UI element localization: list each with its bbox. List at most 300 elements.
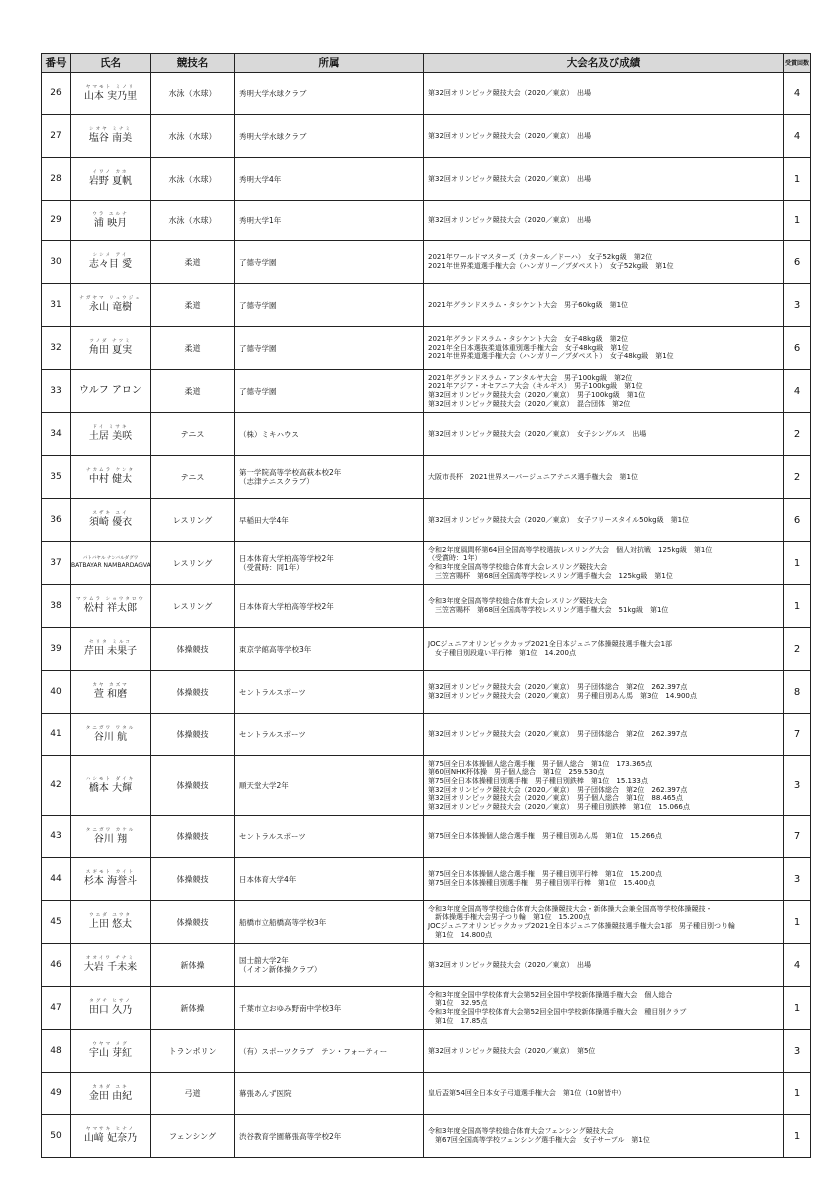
athlete-name-cell bbox=[71, 1115, 151, 1158]
affiliation-cell bbox=[235, 858, 424, 901]
athlete-name-kana: ツノダ ナツミ bbox=[89, 339, 132, 344]
result-line: 第60回NHK杯体操 男子個人総合 第1位 259.530点 bbox=[428, 768, 605, 777]
result-line: 第32回オリンピック競技大会（2020／東京） 出場 bbox=[428, 960, 591, 969]
sport-name: 体操競技 bbox=[151, 714, 235, 756]
athlete-name-cell bbox=[71, 628, 151, 671]
affiliation-cell bbox=[235, 370, 424, 413]
result-line: 2021年グランドスラム・タシケント大会 女子48kg級 第2位 bbox=[428, 335, 629, 344]
result-line: 第32回オリンピック競技大会（2020／東京） 出場 bbox=[428, 174, 591, 183]
affiliation-cell bbox=[235, 201, 424, 241]
results-cell bbox=[424, 714, 784, 756]
header-org: 所属 bbox=[235, 54, 424, 73]
table-body bbox=[42, 73, 811, 1158]
athlete-name: 谷川 航 bbox=[93, 731, 128, 743]
affiliation-cell bbox=[235, 756, 424, 816]
affiliation-line: 了德寺学園 bbox=[239, 386, 277, 396]
award-count: 1 bbox=[784, 901, 811, 944]
affiliation-line: セントラルスポーツ bbox=[239, 730, 306, 739]
sport-name: 水泳（水球） bbox=[151, 115, 235, 158]
affiliation-cell bbox=[235, 1073, 424, 1115]
header-results: 大会名及び成績 bbox=[424, 54, 784, 73]
affiliation-line: （有）スポーツクラブ テン・フォーティー bbox=[239, 1046, 388, 1056]
affiliation-line: 日本体育大学柏高等学校2年 bbox=[239, 554, 334, 563]
award-count: 4 bbox=[784, 115, 811, 158]
affiliation-line: 秀明大学1年 bbox=[239, 216, 282, 225]
sport-name: 新体操 bbox=[151, 987, 235, 1030]
sport-name: レスリング bbox=[151, 585, 235, 628]
results-cell bbox=[424, 241, 784, 284]
header-row bbox=[42, 54, 811, 73]
results-cell bbox=[424, 370, 784, 413]
table-row bbox=[42, 73, 811, 115]
athlete-name: 土居 美咲 bbox=[88, 431, 133, 442]
affiliation-line: 千葉市立おゆみ野南中学校3年 bbox=[239, 1003, 342, 1013]
result-line: 2021年世界柔道選手権大会（ハンガリー／ブダペスト） 女子52kg級 第1位 bbox=[428, 262, 674, 270]
athlete-name-cell bbox=[71, 413, 151, 456]
affiliation-cell bbox=[235, 456, 424, 499]
sport-name: 体操競技 bbox=[151, 628, 235, 671]
athlete-name-kana: タニガワ ワタル bbox=[85, 725, 136, 731]
table-row bbox=[42, 115, 811, 158]
athlete-name-kana: ナガヤマ リュウジュ bbox=[79, 296, 142, 301]
table-row bbox=[42, 499, 811, 542]
affiliation-cell bbox=[235, 542, 424, 585]
result-line: 第32回オリンピック競技大会（2020／東京） 出場 bbox=[428, 216, 591, 225]
result-line: 三笠宮賜杯 第68回全国高等学校レスリング選手権大会 125kg級 第1位 bbox=[428, 571, 673, 580]
award-count: 3 bbox=[784, 858, 811, 901]
award-count: 2 bbox=[784, 413, 811, 456]
award-count: 4 bbox=[784, 73, 811, 115]
award-count: 1 bbox=[784, 987, 811, 1030]
affiliation-cell bbox=[235, 241, 424, 284]
result-line: 第32回オリンピック競技大会（2020／東京） 出場 bbox=[428, 131, 591, 140]
athlete-name-kana: ドイ ミサキ bbox=[92, 425, 129, 430]
table-row bbox=[42, 585, 811, 628]
athlete-name-cell bbox=[71, 456, 151, 499]
results-cell bbox=[424, 115, 784, 158]
result-line: 令和2年度風間杯第64回全国高等学校選抜レスリング大会 個人対抗戦 125kg級 第1位 bbox=[428, 545, 713, 554]
affiliation-line: 秀明大学4年 bbox=[239, 174, 282, 184]
result-line: 第32回オリンピック競技大会（2020／東京） 男子種目別鉄棒 第1位 15.066点 bbox=[428, 802, 690, 811]
result-line: 女子種目別段違い平行棒 第1位 14.200点 bbox=[428, 649, 576, 657]
affiliation-cell bbox=[235, 115, 424, 158]
affiliation-cell bbox=[235, 413, 424, 456]
award-count: 1 bbox=[784, 201, 811, 241]
row-number: 43 bbox=[42, 816, 71, 858]
athlete-name-cell bbox=[71, 671, 151, 714]
table-row bbox=[42, 1115, 811, 1158]
affiliation-cell bbox=[235, 499, 424, 542]
header-sport: 競技名 bbox=[151, 54, 235, 73]
affiliation-cell bbox=[235, 944, 424, 987]
affiliation-line: 東京学館高等学校3年 bbox=[239, 644, 312, 654]
athlete-name-cell bbox=[71, 73, 151, 115]
award-count: 3 bbox=[784, 756, 811, 816]
header-no: 番号 bbox=[42, 54, 71, 73]
athlete-name-kana: ウラ エルナ bbox=[92, 211, 129, 217]
athlete-name-kana: シシメ アイ bbox=[92, 253, 129, 258]
affiliation-line: （イオン新体操クラブ） bbox=[239, 965, 322, 974]
athlete-name: 谷川 翔 bbox=[93, 833, 128, 845]
result-line: 第67回全国高等学校フェンシング選手権大会 女子サーブル 第1位 bbox=[428, 1136, 650, 1144]
result-line: 新体操選手権大会男子つり輪 第1位 15.200点 bbox=[428, 913, 590, 922]
result-line: 第32回オリンピック競技大会（2020／東京） 第5位 bbox=[428, 1046, 596, 1055]
row-number: 26 bbox=[42, 73, 71, 115]
results-cell bbox=[424, 1030, 784, 1073]
result-line: 令和3年度全国高等学校総合体育大会レスリング競技大会 bbox=[428, 597, 608, 606]
award-count: 7 bbox=[784, 714, 811, 756]
athlete-name-cell bbox=[71, 1073, 151, 1115]
athlete-name-cell bbox=[71, 585, 151, 628]
results-cell bbox=[424, 1073, 784, 1115]
table-row bbox=[42, 284, 811, 327]
athlete-name: 山﨑 妃奈乃 bbox=[83, 1133, 138, 1144]
sport-name: 体操競技 bbox=[151, 756, 235, 816]
row-number: 38 bbox=[42, 585, 71, 628]
athlete-name: BATBAYAR NAMBARDAGVA bbox=[71, 562, 151, 569]
table-row bbox=[42, 241, 811, 284]
athlete-name-kana: ヤマモト ミノリ bbox=[85, 84, 136, 90]
result-line: 第32回オリンピック競技大会（2020／東京） 男子種目別あん馬 第3位 14.900点 bbox=[428, 692, 697, 700]
result-line: 第32回オリンピック競技大会（2020／東京） 女子フリースタイル50kg級 第1位 bbox=[428, 515, 690, 524]
result-line: 皇后盃第54回全日本女子弓道選手権大会 第1位（10射皆中） bbox=[428, 1089, 626, 1098]
sport-name: トランポリン bbox=[151, 1030, 235, 1073]
athlete-name-kana: スギモト カイト bbox=[85, 870, 136, 875]
award-count: 4 bbox=[784, 944, 811, 987]
result-line: 第75回全日本体操個人総合選手権 男子種目別平行棒 第1位 15.200点 bbox=[428, 870, 662, 879]
header-awards: 受賞回数 bbox=[784, 54, 811, 73]
affiliation-line: （受賞時：同1年） bbox=[239, 563, 304, 572]
awards-table-sheet bbox=[41, 53, 810, 1160]
row-number: 32 bbox=[42, 327, 71, 370]
affiliation-cell bbox=[235, 714, 424, 756]
sport-name: 体操競技 bbox=[151, 671, 235, 714]
table-row bbox=[42, 901, 811, 944]
athlete-name-kana: マツムラ ショウタロウ bbox=[75, 597, 146, 602]
result-line: 第32回オリンピック競技大会（2020／東京） 男子個人総合 第1位 88.465点 bbox=[428, 794, 683, 803]
result-line: JOCジュニアオリンピックカップ2021全日本ジュニア体操競技選手権大会1部 男子種目別つり輪 bbox=[428, 922, 736, 930]
row-number: 31 bbox=[42, 284, 71, 327]
sport-name: テニス bbox=[151, 456, 235, 499]
award-count: 2 bbox=[784, 628, 811, 671]
result-line: 令和3年度全国中学校体育大会第52回全国中学校新体操選手権大会 個人総合 bbox=[428, 990, 673, 999]
result-line: 第32回オリンピック競技大会（2020／東京） 男子団体総合 第2位 262.397点 bbox=[428, 730, 688, 739]
athlete-name: 田口 久乃 bbox=[88, 1005, 133, 1016]
athlete-name-cell bbox=[71, 542, 151, 585]
athlete-name: 大岩 千未来 bbox=[83, 962, 138, 973]
table-row bbox=[42, 628, 811, 671]
table-row bbox=[42, 714, 811, 756]
sport-name: 柔道 bbox=[151, 241, 235, 284]
row-number: 44 bbox=[42, 858, 71, 901]
athlete-name: 金田 由紀 bbox=[88, 1090, 133, 1102]
row-number: 35 bbox=[42, 456, 71, 499]
athlete-name: 宇山 芽紅 bbox=[88, 1048, 133, 1059]
result-line: JOCジュニアオリンピックカップ2021全日本ジュニア体操競技選手権大会1部 bbox=[428, 640, 673, 649]
result-line: 2021年アジア・オセアニア大会（キルギス） 男子100kg級 第1位 bbox=[428, 382, 643, 391]
athlete-name-cell bbox=[71, 115, 151, 158]
affiliation-line: 了德寺学園 bbox=[239, 343, 277, 353]
athlete-name: 杉本 海誉斗 bbox=[83, 876, 138, 887]
award-count: 3 bbox=[784, 1030, 811, 1073]
affiliation-line: 船橋市立船橋高等学校3年 bbox=[239, 917, 327, 927]
table-row bbox=[42, 456, 811, 499]
athlete-name: 橋本 大輝 bbox=[88, 782, 133, 794]
athlete-name: 芹田 未果子 bbox=[83, 646, 138, 657]
award-count: 1 bbox=[784, 158, 811, 201]
athlete-name-cell bbox=[71, 944, 151, 987]
sport-name: 水泳（水球） bbox=[151, 201, 235, 241]
athlete-name: 松村 祥太郎 bbox=[83, 603, 138, 614]
affiliation-line: （株）ミキハウス bbox=[239, 429, 299, 439]
results-cell bbox=[424, 327, 784, 370]
award-count: 6 bbox=[784, 499, 811, 542]
athlete-name: 塩谷 南美 bbox=[88, 133, 133, 144]
athlete-name: 山本 実乃里 bbox=[83, 90, 138, 102]
sport-name: フェンシング bbox=[151, 1115, 235, 1158]
athlete-name-cell bbox=[71, 901, 151, 944]
result-line: 令和3年度全国高等学校総合体育大会フェンシング競技大会 bbox=[428, 1127, 614, 1136]
sport-name: 体操競技 bbox=[151, 901, 235, 944]
affiliation-cell bbox=[235, 327, 424, 370]
sport-name: レスリング bbox=[151, 499, 235, 542]
affiliation-line: 早稲田大学4年 bbox=[239, 515, 289, 525]
affiliation-line: 秀明大学水球クラブ bbox=[239, 89, 307, 98]
affiliation-cell bbox=[235, 585, 424, 628]
award-count: 1 bbox=[784, 1115, 811, 1158]
row-number: 41 bbox=[42, 714, 71, 756]
affiliation-line: セントラルスポーツ bbox=[239, 832, 306, 841]
table-row bbox=[42, 158, 811, 201]
result-line: 第75回全日本体操種目別選手権 男子種目別平行棒 第1位 15.400点 bbox=[428, 879, 655, 887]
athlete-name-kana: タニガワ カケル bbox=[85, 827, 136, 833]
award-count: 3 bbox=[784, 284, 811, 327]
athlete-name-kana: スザキ ユイ bbox=[92, 511, 129, 516]
athlete-name-kana: イワノ カホ bbox=[92, 170, 129, 175]
award-count: 2 bbox=[784, 456, 811, 499]
affiliation-line: 幕張あんず医院 bbox=[239, 1089, 292, 1098]
athlete-name: 須崎 優衣 bbox=[88, 517, 133, 528]
results-cell bbox=[424, 284, 784, 327]
athlete-name-kana: カヤ カズマ bbox=[92, 683, 129, 688]
athlete-name: 上田 悠太 bbox=[88, 919, 133, 930]
athlete-name-cell bbox=[71, 1030, 151, 1073]
result-line: 第32回オリンピック競技大会（2020／東京） 男子団体総合 第2位 262.397点 bbox=[428, 683, 688, 692]
row-number: 45 bbox=[42, 901, 71, 944]
table-row bbox=[42, 370, 811, 413]
affiliation-cell bbox=[235, 901, 424, 944]
affiliation-line: 了德寺学園 bbox=[239, 300, 277, 310]
result-line: 第75回全日本体操個人総合選手権 男子種目別あん馬 第1位 15.266点 bbox=[428, 832, 662, 841]
results-cell bbox=[424, 1115, 784, 1158]
sport-name: 体操競技 bbox=[151, 816, 235, 858]
athlete-name-kana: カネダ ユキ bbox=[92, 1084, 129, 1090]
award-count: 1 bbox=[784, 585, 811, 628]
affiliation-cell bbox=[235, 1030, 424, 1073]
affiliation-line: 日本体育大学柏高等学校2年 bbox=[239, 601, 334, 611]
row-number: 27 bbox=[42, 115, 71, 158]
award-count: 8 bbox=[784, 671, 811, 714]
athlete-name-kana: ヤマサキ ヒナノ bbox=[85, 1127, 136, 1132]
result-line: 第32回オリンピック競技大会（2020／東京） 女子シングルス 出場 bbox=[428, 429, 647, 438]
row-number: 30 bbox=[42, 241, 71, 284]
result-line: 2021年世界柔道選手権大会（ハンガリー／ブダペスト） 女子48kg級 第1位 bbox=[428, 352, 674, 361]
result-line: 令和3年度全国高等学校総合体育大会体操競技大会・新体操大会兼全国高等学校体操競技・ bbox=[428, 904, 713, 913]
affiliation-line: 第一学院高等学校高萩本校2年 bbox=[239, 468, 342, 477]
result-line: 第1位 32.95点 bbox=[428, 999, 488, 1008]
result-line: 第75回全日本体操種目別選手権 男子種目別鉄棒 第1位 15.133点 bbox=[428, 776, 648, 785]
header-name: 氏名 bbox=[71, 54, 151, 73]
awards-table bbox=[41, 53, 811, 1158]
athlete-name: ウルフ アロン bbox=[79, 385, 142, 396]
affiliation-line: 日本体育大学4年 bbox=[239, 874, 297, 884]
table-row bbox=[42, 542, 811, 585]
athlete-name: 萱 和磨 bbox=[93, 689, 128, 700]
results-cell bbox=[424, 987, 784, 1030]
result-line: 令和3年度全国中学校体育大会第52回全国中学校新体操選手権大会 種目別クラブ bbox=[428, 1008, 687, 1016]
athlete-name-cell bbox=[71, 201, 151, 241]
affiliation-cell bbox=[235, 628, 424, 671]
athlete-name: 浦 映月 bbox=[93, 217, 128, 229]
result-line: 三笠宮賜杯 第68回全国高等学校レスリング選手権大会 51kg級 第1位 bbox=[428, 606, 669, 614]
athlete-name-cell bbox=[71, 858, 151, 901]
sport-name: 柔道 bbox=[151, 284, 235, 327]
sport-name: 柔道 bbox=[151, 370, 235, 413]
result-line: 第32回オリンピック競技大会（2020／東京） 混合団体 第2位 bbox=[428, 399, 631, 408]
athlete-name-kana: ウヤマ メグ bbox=[92, 1042, 129, 1047]
results-cell bbox=[424, 585, 784, 628]
result-line: 2021年グランドスラム・タシケント大会 男子60kg級 第1位 bbox=[428, 300, 629, 309]
row-number: 34 bbox=[42, 413, 71, 456]
athlete-name-cell bbox=[71, 284, 151, 327]
results-cell bbox=[424, 201, 784, 241]
athlete-name-kana: セリタ ミルコ bbox=[88, 640, 133, 645]
results-cell bbox=[424, 73, 784, 115]
affiliation-cell bbox=[235, 987, 424, 1030]
result-line: 第32回オリンピック競技大会（2020／東京） 出場 bbox=[428, 89, 591, 98]
row-number: 37 bbox=[42, 542, 71, 585]
results-cell bbox=[424, 944, 784, 987]
award-count: 1 bbox=[784, 1073, 811, 1115]
affiliation-cell bbox=[235, 671, 424, 714]
sport-name: 体操競技 bbox=[151, 858, 235, 901]
table-row bbox=[42, 413, 811, 456]
table-row bbox=[42, 816, 811, 858]
affiliation-cell bbox=[235, 816, 424, 858]
sport-name: 柔道 bbox=[151, 327, 235, 370]
results-cell bbox=[424, 413, 784, 456]
result-line: 第1位 14.800点 bbox=[428, 930, 492, 939]
row-number: 40 bbox=[42, 671, 71, 714]
athlete-name: 志々目 愛 bbox=[88, 259, 133, 270]
award-count: 6 bbox=[784, 241, 811, 284]
row-number: 36 bbox=[42, 499, 71, 542]
row-number: 48 bbox=[42, 1030, 71, 1073]
award-count: 1 bbox=[784, 542, 811, 585]
athlete-name-cell bbox=[71, 241, 151, 284]
table-row bbox=[42, 201, 811, 241]
results-cell bbox=[424, 671, 784, 714]
athlete-name-cell bbox=[71, 987, 151, 1030]
table-row bbox=[42, 327, 811, 370]
athlete-name-kana: ナカムラ ケンタ bbox=[85, 468, 136, 473]
results-cell bbox=[424, 158, 784, 201]
award-count: 6 bbox=[784, 327, 811, 370]
table-row bbox=[42, 987, 811, 1030]
athlete-name-cell bbox=[71, 816, 151, 858]
row-number: 46 bbox=[42, 944, 71, 987]
results-cell bbox=[424, 628, 784, 671]
affiliation-line: 渋谷教育学園幕張高等学校2年 bbox=[239, 1131, 342, 1141]
table-row bbox=[42, 756, 811, 816]
affiliation-line: 国士舘大学2年 bbox=[239, 956, 289, 965]
affiliation-line: 秀明大学水球クラブ bbox=[239, 131, 307, 141]
results-cell bbox=[424, 756, 784, 816]
athlete-name-kana: バトバヤル ナンバルダグワ bbox=[82, 556, 139, 561]
row-number: 42 bbox=[42, 756, 71, 816]
table-row bbox=[42, 671, 811, 714]
result-line: 第1位 17.85点 bbox=[428, 1016, 488, 1025]
athlete-name-cell bbox=[71, 756, 151, 816]
result-line: 第75回全日本体操個人総合選手権 男子個人総合 第1位 173.365点 bbox=[428, 759, 653, 768]
results-cell bbox=[424, 499, 784, 542]
results-cell bbox=[424, 542, 784, 585]
affiliation-cell bbox=[235, 284, 424, 327]
athlete-name-cell bbox=[71, 499, 151, 542]
athlete-name: 角田 夏実 bbox=[88, 345, 133, 356]
result-line: 第32回オリンピック競技大会（2020／東京） 男子100kg級 第1位 bbox=[428, 391, 646, 399]
result-line: 令和3年度全国高等学校総合体育大会レスリング競技大会 bbox=[428, 563, 608, 571]
athlete-name-kana: タグチ ヒサノ bbox=[89, 999, 132, 1004]
row-number: 39 bbox=[42, 628, 71, 671]
result-line: 第32回オリンピック競技大会（2020／東京） 男子団体総合 第2位 262.397点 bbox=[428, 785, 688, 794]
sport-name: テニス bbox=[151, 413, 235, 456]
row-number: 33 bbox=[42, 370, 71, 413]
athlete-name-cell bbox=[71, 327, 151, 370]
athlete-name: 岩野 夏帆 bbox=[88, 176, 133, 187]
results-cell bbox=[424, 858, 784, 901]
affiliation-cell bbox=[235, 1115, 424, 1158]
award-count: 7 bbox=[784, 816, 811, 858]
table-row bbox=[42, 944, 811, 987]
result-line: 2021年ワールドマスターズ（カタール／ドーハ） 女子52kg級 第2位 bbox=[428, 253, 653, 262]
sport-name: レスリング bbox=[151, 542, 235, 585]
row-number: 49 bbox=[42, 1073, 71, 1115]
athlete-name-kana: ハシモト ダイキ bbox=[85, 776, 136, 782]
sport-name: 水泳（水球） bbox=[151, 158, 235, 201]
row-number: 28 bbox=[42, 158, 71, 201]
affiliation-cell bbox=[235, 158, 424, 201]
sport-name: 水泳（水球） bbox=[151, 73, 235, 115]
award-count: 4 bbox=[784, 370, 811, 413]
athlete-name-kana: シオヤ ミナミ bbox=[88, 127, 133, 132]
athlete-name-cell bbox=[71, 714, 151, 756]
affiliation-line: （志津テニスクラブ） bbox=[239, 477, 314, 486]
row-number: 29 bbox=[42, 201, 71, 241]
affiliation-line: 順天堂大学2年 bbox=[239, 781, 289, 790]
athlete-name-kana: オオイワ チナミ bbox=[85, 956, 136, 961]
row-number: 47 bbox=[42, 987, 71, 1030]
table-row bbox=[42, 858, 811, 901]
athlete-name: 中村 健太 bbox=[88, 474, 133, 485]
result-line: 2021年全日本選抜柔道体重別選手権大会 女子48kg級 第1位 bbox=[428, 343, 629, 352]
row-number: 50 bbox=[42, 1115, 71, 1158]
result-line: （受賞時：1年） bbox=[428, 554, 482, 563]
result-line: 大阪市長杯 2021世界スーパージュニアテニス選手権大会 第1位 bbox=[428, 472, 639, 481]
athlete-name: 永山 竜樹 bbox=[88, 302, 133, 313]
athlete-name-cell bbox=[71, 370, 151, 413]
results-cell bbox=[424, 901, 784, 944]
